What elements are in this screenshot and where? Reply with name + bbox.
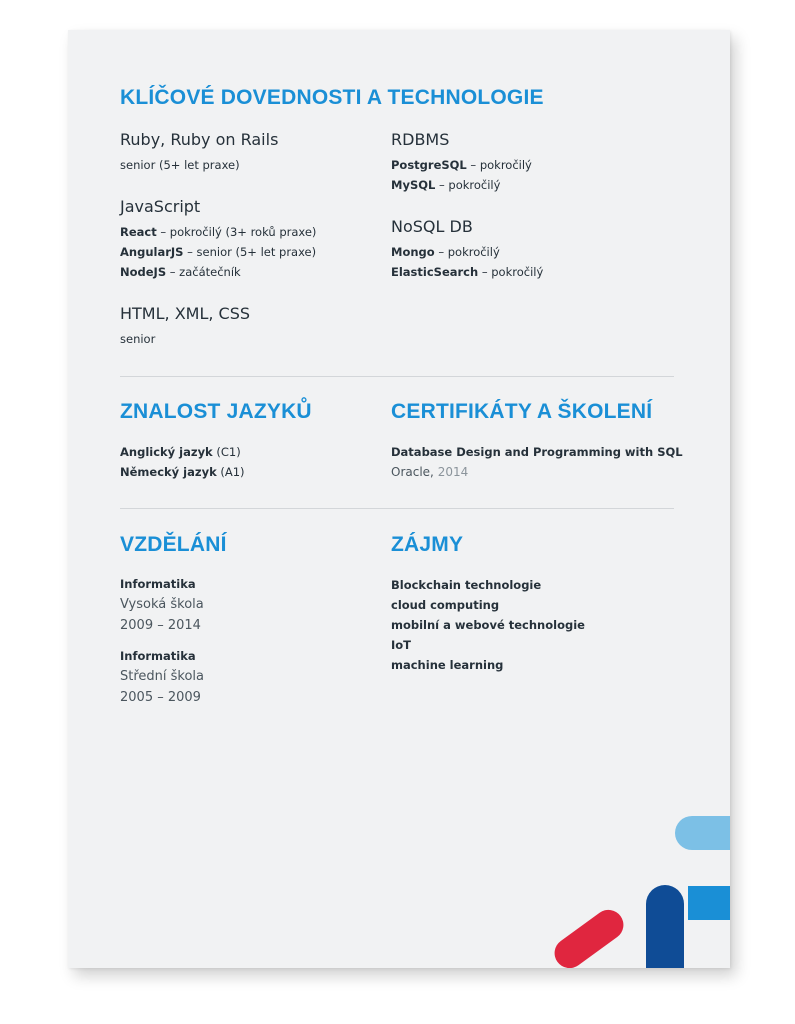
skill-name: HTML, XML, CSS <box>120 304 251 323</box>
skill-line: Mongo – pokročilý <box>391 245 500 259</box>
skill-line: senior <box>120 332 156 346</box>
certificate-issuer: Oracle, 2014 <box>391 465 469 479</box>
skill-group <box>391 217 543 282</box>
skill-name: RDBMS <box>391 130 450 149</box>
skills-right-column <box>391 130 543 282</box>
skill-group <box>391 130 543 195</box>
certificate-name: Database Design and Programming with SQL <box>391 445 683 459</box>
skill-name: JavaScript <box>120 197 201 216</box>
section-divider <box>120 508 674 509</box>
certificate-year: 2014 <box>437 465 469 479</box>
interest-item: cloud computing <box>391 598 500 612</box>
interest-item: mobilní a webové technologie <box>391 618 585 632</box>
languages-title: ZNALOST JAZYKŮ <box>120 400 312 423</box>
education-item <box>120 574 204 636</box>
decor-light-blue-pill <box>675 816 730 850</box>
skill-line: NodeJS – začátečník <box>120 265 241 279</box>
interests-list <box>391 575 585 675</box>
education-years: 2005 – 2009 <box>120 690 201 705</box>
skill-name: NoSQL DB <box>391 217 473 236</box>
skill-name: Ruby, Ruby on Rails <box>120 130 279 149</box>
interests-title: ZÁJMY <box>391 533 464 556</box>
skill-group <box>120 130 316 175</box>
decor-red-stripe <box>549 904 630 968</box>
interest-item: Blockchain technologie <box>391 578 542 592</box>
decor-blue-block <box>688 886 730 920</box>
education-title: VZDĚLÁNÍ <box>120 533 227 556</box>
interest-item: machine learning <box>391 658 504 672</box>
skill-line: MySQL – pokročilý <box>391 178 501 192</box>
education-school: Střední škola <box>120 669 205 684</box>
interest-item: IoT <box>391 638 412 652</box>
skill-group <box>120 304 316 349</box>
skills-title: KLÍČOVÉ DOVEDNOSTI A TECHNOLOGIE <box>120 86 544 109</box>
skill-line: ElasticSearch – pokročilý <box>391 265 544 279</box>
language-item: Německý jazyk (A1) <box>120 465 245 479</box>
education-field: Informatika <box>120 577 196 591</box>
education-field: Informatika <box>120 649 196 663</box>
certificates-title: CERTIFIKÁTY A ŠKOLENÍ <box>391 400 653 423</box>
cv-page <box>68 30 730 968</box>
languages-list <box>120 442 245 482</box>
education-list <box>120 574 204 708</box>
education-years: 2009 – 2014 <box>120 618 201 633</box>
language-item: Anglický jazyk (C1) <box>120 445 241 459</box>
education-school: Vysoká škola <box>120 597 204 612</box>
section-divider <box>120 376 674 377</box>
certificate-item <box>391 442 683 482</box>
skill-line: PostgreSQL – pokročilý <box>391 158 532 172</box>
education-item <box>120 646 204 708</box>
skill-group <box>120 197 316 282</box>
skill-line: senior (5+ let praxe) <box>120 158 240 172</box>
skill-line: AngularJS – senior (5+ let praxe) <box>120 245 317 259</box>
decor-navy-bar <box>646 885 684 968</box>
skill-line: React – pokročilý (3+ roků praxe) <box>120 225 317 239</box>
skills-left-column <box>120 130 316 349</box>
